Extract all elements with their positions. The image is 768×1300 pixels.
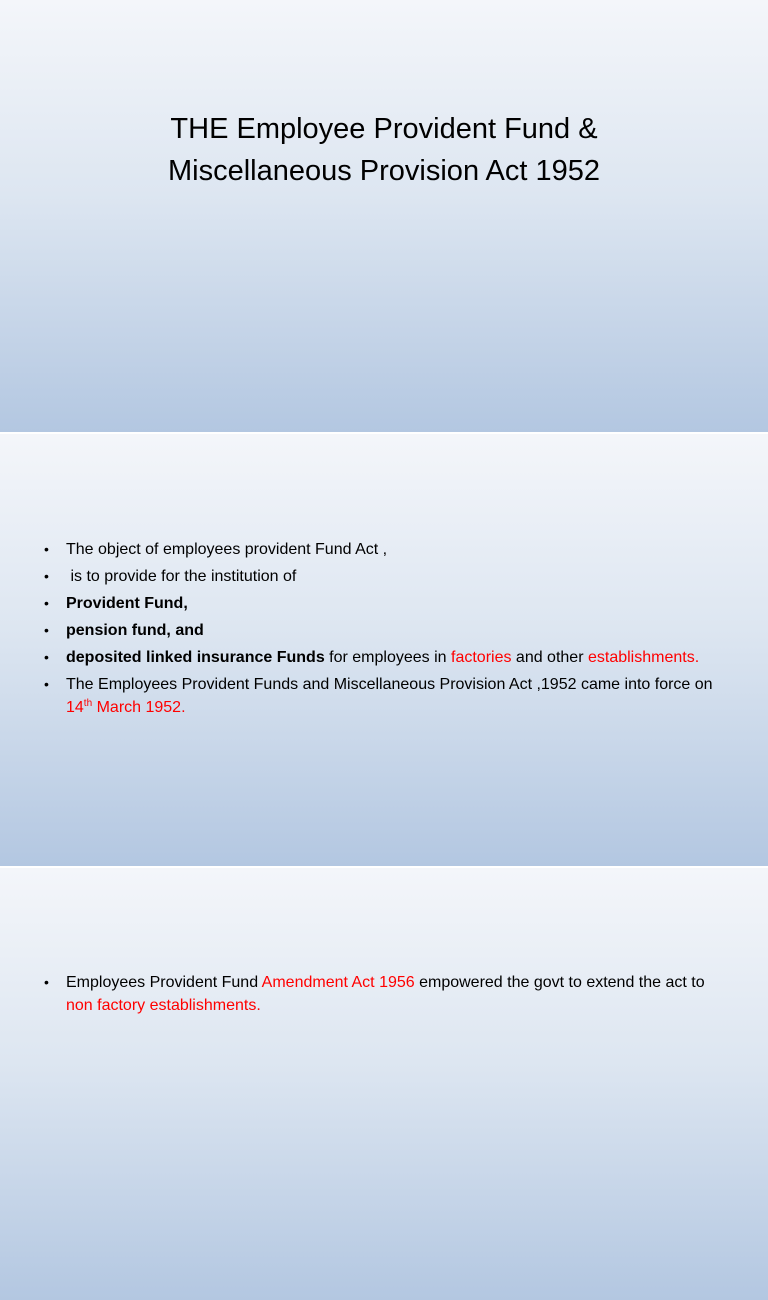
- list-item: [44, 619, 724, 642]
- highlight-text: factories: [451, 649, 512, 666]
- bullet-icon: •: [44, 974, 49, 990]
- bullet-bold-text: deposited linked insurance Funds: [66, 649, 325, 666]
- bullet-icon: •: [44, 676, 49, 692]
- bullet-icon: •: [44, 649, 49, 665]
- list-item: [44, 538, 724, 561]
- bullet-text: The object of employees provident Fund Act ,: [66, 541, 388, 558]
- bullet-text: and other: [511, 649, 588, 666]
- bullet-icon: •: [44, 541, 49, 557]
- slide-title: [60, 108, 708, 192]
- title-line-2: Miscellaneous Provision Act 1952: [167, 155, 600, 187]
- list-item: [44, 646, 724, 669]
- bullet-text: empowered the govt to extend the act to: [414, 974, 710, 991]
- highlight-text: Amendment Act 1956: [261, 974, 415, 991]
- list-item: [44, 592, 724, 615]
- bullet-text: Provident Fund,: [66, 595, 188, 612]
- list-item: [44, 971, 724, 1017]
- highlight-text: establishments.: [587, 649, 700, 666]
- bullet-list: [44, 971, 724, 1021]
- bullet-icon: •: [44, 568, 49, 584]
- bullet-text: is to provide for the institution of: [66, 568, 297, 585]
- bullet-icon: •: [44, 595, 49, 611]
- title-line-1: THE Employee Provident Fund &: [170, 113, 598, 145]
- slide-3: [0, 868, 768, 1300]
- bullet-text: for employees in: [324, 649, 451, 666]
- highlight-date: [66, 699, 186, 716]
- bullet-text: The Employees Provident Funds and Miscellaneous Provision Act ,1952 came into force on: [66, 676, 713, 693]
- list-item: [44, 673, 724, 719]
- date-suffix: th: [83, 698, 93, 709]
- slide-2: [0, 434, 768, 866]
- list-item: [44, 565, 724, 588]
- highlight-text: non factory establishments.: [66, 997, 261, 1014]
- date-rest: March 1952.: [92, 699, 186, 716]
- slide-1: [0, 0, 768, 432]
- bullet-text: pension fund, and: [66, 622, 204, 639]
- bullet-list: [44, 538, 724, 723]
- date-day: 14: [66, 699, 84, 716]
- bullet-text: Employees Provident Fund: [66, 974, 262, 991]
- bullet-icon: •: [44, 622, 49, 638]
